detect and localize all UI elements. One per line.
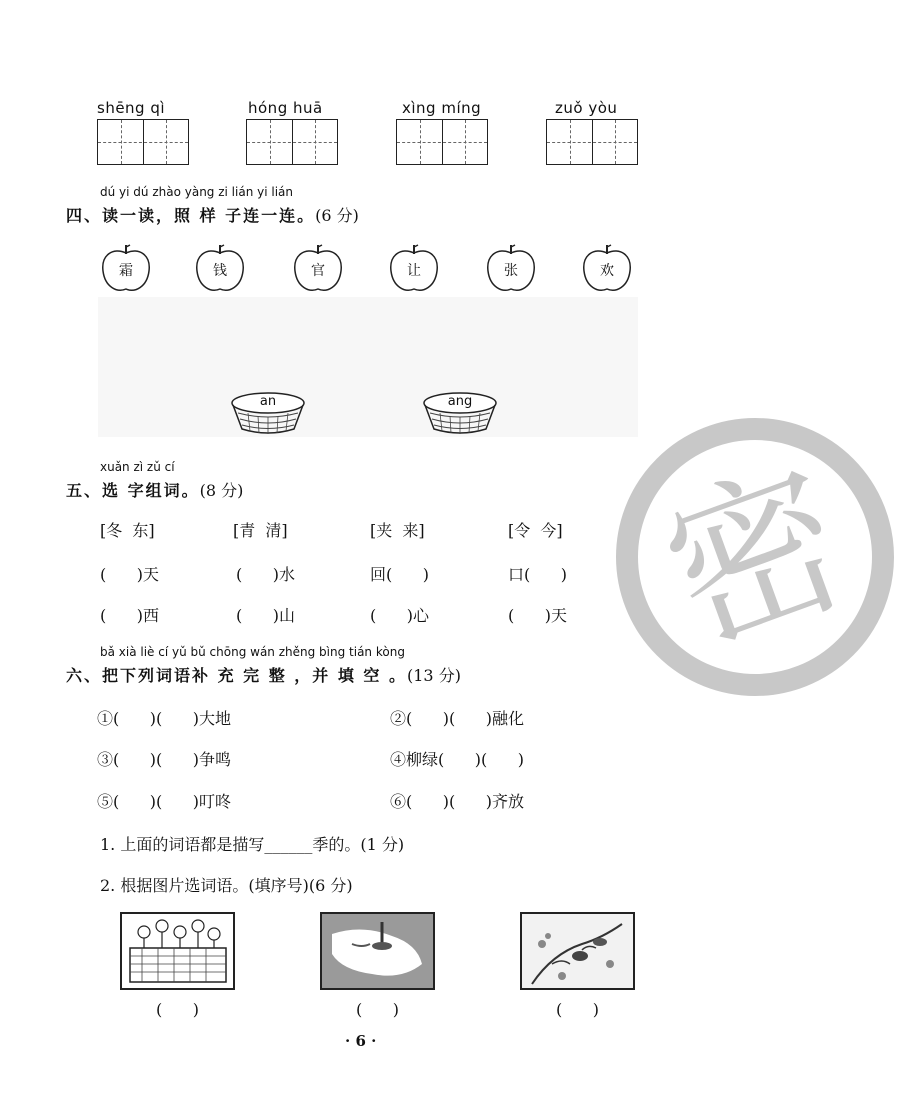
stamp-char: 密 [641,436,870,681]
flower-basket-icon [122,914,233,988]
idiom-item-4[interactable]: ④柳绿( )( ) [390,750,525,769]
fill-blank[interactable]: ( )天 [100,565,160,584]
apple-2[interactable] [193,243,247,295]
matching-area[interactable] [98,297,638,437]
section4-pinyin: dú yi dú zhào yàng zi lián yi lián [100,185,293,199]
choice-group-2: [青 清] [233,521,288,540]
idiom-item-5[interactable]: ⑤( )( )叮咚 [97,792,232,811]
word-pinyin-3: xìng míng [402,99,482,117]
apple-4[interactable] [387,243,441,295]
picture-birds-flowers [520,912,635,990]
fill-blank[interactable]: ( )心 [370,606,430,625]
idiom-item-3[interactable]: ③( )( )争鸣 [97,750,232,769]
idiom-item-6[interactable]: ⑥( )( )齐放 [390,792,525,811]
writing-grid-4[interactable] [546,119,638,165]
choice-group-4: [令 今] [508,521,563,540]
word-pinyin-1: shēng qì [97,99,166,117]
birds-flowers-icon [522,914,633,988]
section4-title: 四、读一读，照 样 子连一连。(6 分) [66,206,359,225]
section5-title: 五、选 字组词。(8 分) [66,481,244,500]
writing-grid-2[interactable] [246,119,338,165]
apple-char: 钱 [213,263,227,279]
fill-blank[interactable]: ( )山 [236,606,296,625]
apple-3[interactable] [291,243,345,295]
writing-grid-3[interactable] [396,119,488,165]
apple-6[interactable] [580,243,634,295]
section6-title: 六、把下列词语补 充 完 整 ，并 填 空 。(13 分) [66,666,461,685]
picture-flowers [120,912,235,990]
word-pinyin-4: zuǒ yòu [555,99,618,117]
section5-pinyin: xuǎn zì zǔ cí [100,460,175,474]
picture-answer-2[interactable]: ( ) [356,1000,399,1019]
basket-label: an [259,394,277,409]
apple-1[interactable] [99,243,153,295]
idiom-item-2[interactable]: ②( )( )融化 [390,709,525,728]
apple-char: 张 [504,263,518,279]
choice-group-1: [冬 东] [100,521,155,540]
apple-char: 欢 [600,263,614,279]
fill-blank[interactable]: ( )水 [236,565,296,584]
confidential-stamp [610,412,900,702]
basket-ang[interactable] [422,391,498,437]
basket-label: ang [447,394,473,409]
question-2: 2. 根据图片选词语。(填序号)(6 分) [100,876,353,895]
idiom-item-1[interactable]: ①( )( )大地 [97,709,232,728]
fill-blank[interactable]: 回( ) [370,565,430,584]
writing-grid-1[interactable] [97,119,189,165]
page-number: · 6 · [345,1032,377,1050]
word-pinyin-2: hóng huā [248,99,323,117]
melting-snow-icon [322,914,433,988]
apple-char: 让 [407,263,421,279]
question-1[interactable]: 1. 上面的词语都是描写______季的。(1 分) [100,835,405,854]
apple-5[interactable] [484,243,538,295]
apple-char: 霜 [119,263,133,279]
fill-blank[interactable]: 口( ) [508,565,568,584]
fill-blank[interactable]: ( )天 [508,606,568,625]
choice-group-3: [夹 来] [370,521,425,540]
picture-answer-1[interactable]: ( ) [156,1000,199,1019]
picture-melting-snow [320,912,435,990]
picture-answer-3[interactable]: ( ) [556,1000,599,1019]
fill-blank[interactable]: ( )西 [100,606,160,625]
section6-pinyin: bǎ xià liè cí yǔ bǔ chōng wán zhěng bìng tián kòng [100,645,405,659]
apple-char: 官 [311,263,325,279]
basket-an[interactable] [230,391,306,437]
